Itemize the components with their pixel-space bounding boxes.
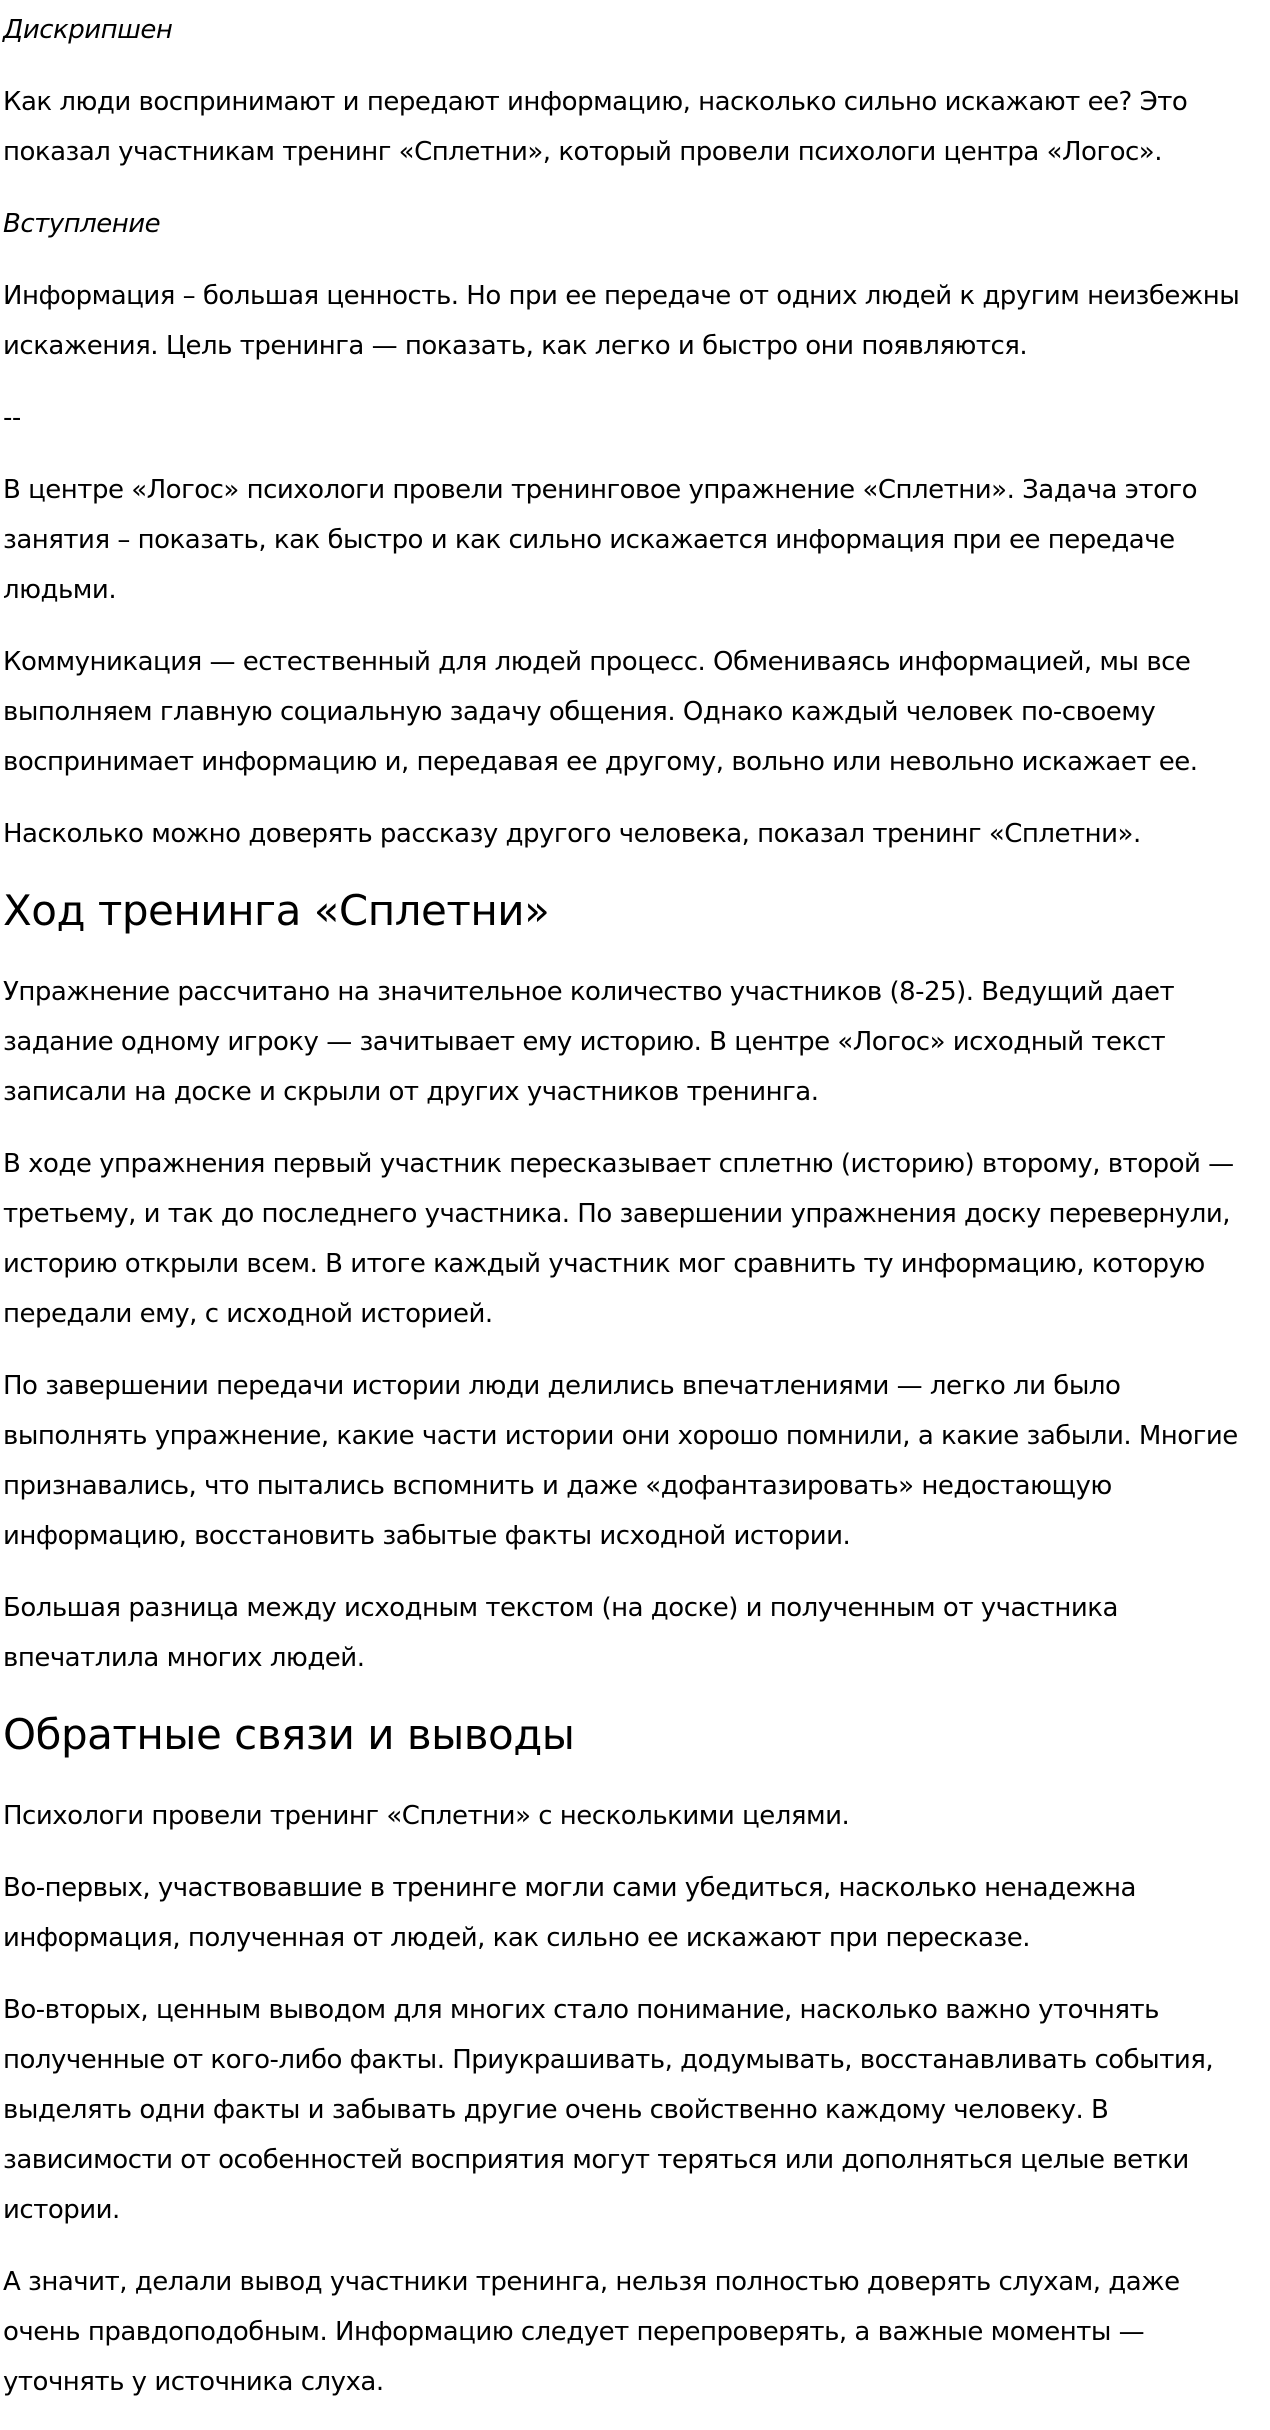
paragraph-body: По завершении передачи истории люди делились впечатлениями — легко ли было выполнять упражнение, какие части истории они хорошо помнили, а какие забыли. Многие признавались, что пытались вспомнить и даже «дофантазировать» недостающую информацию, восстановить забытые факты исходной истории. xyxy=(3,1371,1238,1551)
paragraph-body: Большая разница между исходным текстом (на доске) и полученным от участника впечатлила многих людей. xyxy=(3,1593,1118,1673)
paragraph-body: Упражнение рассчитано на значительное количество участников (8-25). Ведущий дает задание одному игроку — зачитывает ему историю. В центре «Логос» исходный текст записали на доске и скрыли от других участников тренинга. xyxy=(3,977,1175,1107)
paragraph-body: Психологи провели тренинг «Сплетни» с несколькими целями. xyxy=(3,1801,850,1831)
paragraph-body: В центре «Логос» психологи провели тренинговое упражнение «Сплетни». Задача этого занятия – показать, как быстро и как сильно искажается информация при ее передаче людьми. xyxy=(3,475,1198,605)
heading-training-process: Ход тренинга «Сплетни» xyxy=(3,886,550,935)
paragraph-body: Насколько можно доверять рассказу другого человека, показал тренинг «Сплетни». xyxy=(3,819,1141,849)
paragraph-body: Коммуникация — естественный для людей процесс. Обмениваясь информацией, мы все выполняем главную социальную задачу общения. Однако каждый человек по-своему воспринимает информацию и, передавая ее другому, вольно или невольно искажает ее. xyxy=(3,647,1198,777)
paragraph-body: Во-первых, участвовавшие в тренинге могли сами убедиться, насколько ненадежна информация, полученная от людей, как сильно ее искажают при пересказе. xyxy=(3,1873,1136,1953)
paragraph-body: Во-вторых, ценным выводом для многих стало понимание, насколько важно уточнять полученные от кого-либо факты. Приукрашивать, додумывать, восстанавливать события, выделять одни факты и забывать другие очень свойственно каждому человеку. В зависимости от особенностей восприятия могут теряться или дополняться целые ветки истории. xyxy=(3,1995,1214,2225)
paragraph-body: А значит, делали вывод участники тренинга, нельзя полностью доверять слухам, даже очень правдоподобным. Информацию следует перепроверять, а важные моменты — уточнять у источника слуха. xyxy=(3,2267,1180,2397)
paragraph-body: В ходе упражнения первый участник пересказывает сплетню (историю) второму, второй — третьему, и так до последнего участника. По завершении упражнения доску перевернули, историю открыли всем. В итоге каждый участник мог сравнить ту информацию, которую передали ему, с исходной историей. xyxy=(3,1149,1234,1329)
paragraph-intro: Информация – большая ценность. Но при ее передаче от одних людей к другим неизбежны искажения. Цель тренинга — показать, как легко и быстро они появляются. xyxy=(3,281,1240,361)
heading-feedback-conclusions: Обратные связи и выводы xyxy=(3,1710,575,1759)
paragraph-lead: Как люди воспринимают и передают информацию, насколько сильно искажают ее? Это показал участникам тренинг «Сплетни», который провели психологи центра «Логос». xyxy=(3,87,1188,167)
section-label-description: Дискрипшен xyxy=(3,15,173,45)
separator-dashes: -- xyxy=(3,403,21,433)
section-label-intro: Вступление xyxy=(3,209,161,239)
